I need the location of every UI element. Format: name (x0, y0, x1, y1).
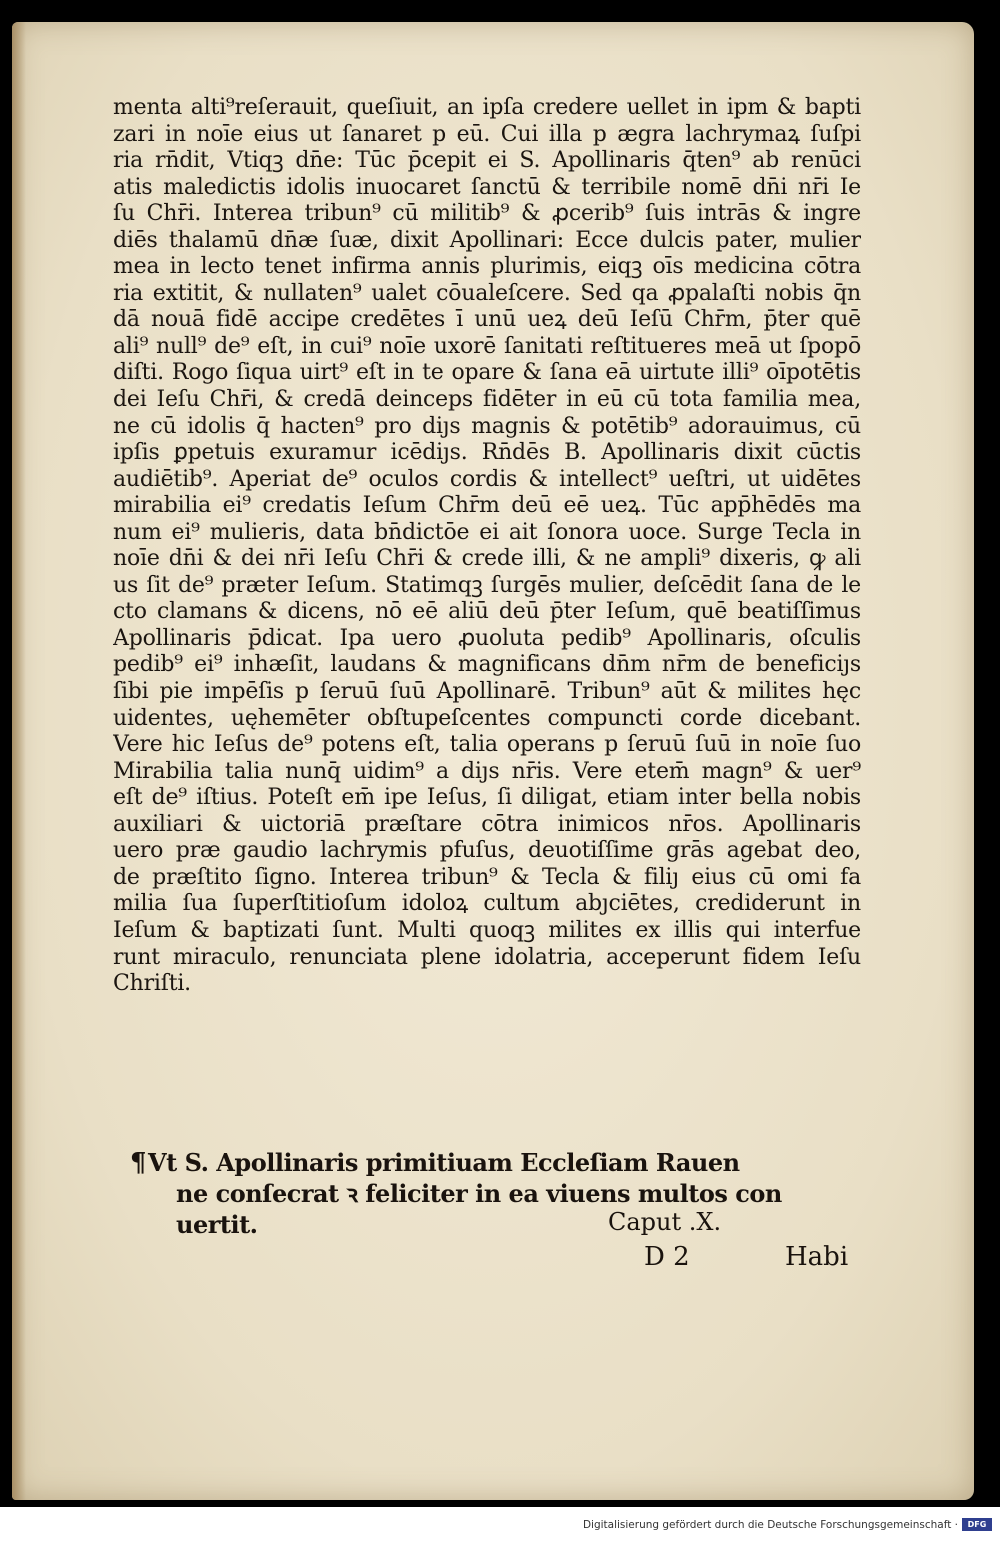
text-line: diēs thalamū dn̄æ ſuæ, dixit Apollinari: Ecce dulcis pater, mulier (113, 227, 861, 253)
text-line: dei Ieſu Chr̄i, & credā deinceps fidēter in eū cū tota familia mea, (113, 387, 861, 413)
text-line: milia ſua ſuperſtitioſum idoloꝝ cultum abȷciētes, crediderunt in (113, 891, 861, 917)
text-line: ria extitit, & nullaten⁹ ualet cōualeſcere. Sed qa ꝓpalaſti nobis q̄n (113, 280, 861, 306)
pilcrow-mark: ¶ (130, 1148, 147, 1178)
text-line: ſu Chr̄i. Interea tribun⁹ cū militib⁹ & ꝓcerib⁹ ſuis intrās & ingre (113, 201, 861, 227)
text-line: Chriſti. (113, 971, 191, 997)
catchword: Habi (785, 1242, 849, 1272)
chapter-heading (130, 1147, 830, 1240)
footer-bar (0, 1507, 1000, 1547)
text-line: uero præ gaudio lachrymis pfuſus, deuotiſſime grās agebat deo, (113, 838, 861, 864)
text-line: us ſit de⁹ præter Ieſum. Statimqꝫ ſurgēs mulier, deſcēdit ſana de le (113, 572, 861, 598)
text-line: ria rn̄dit, Vtiqꝫ dn̄e: Tūc p̄cepit ei S. Apollinaris q̄ten⁹ ab renūci (113, 148, 861, 174)
signature-mark: D 2 (644, 1242, 690, 1272)
text-line: Ieſum & baptizati ſunt. Multi quoqꝫ milites ex illis qui interfue (113, 917, 861, 943)
text-line: audiētib⁹. Aperiat de⁹ oculos cordis & intellect⁹ ueſtri, ut uidētes (113, 466, 861, 492)
text-line: ſibi pie impēſis p ſeruū ſuū Apollinarē. Tribun⁹ aūt & milites hęc (113, 679, 861, 705)
heading-line (130, 1178, 830, 1209)
funding-notice: Digitalisierung gefördert durch die Deutsche Forschungsgemeinschaft · (582, 1519, 958, 1531)
text-line: ali⁹ null⁹ de⁹ eſt, in cui⁹ noīe uxorē ſanitati reſtitueres meā ut ſpopō (113, 333, 861, 359)
text-line: dā nouā fidē accipe credētes ī unū ueꝝ deū Ieſū Chr̄m, p̄ter quē (113, 307, 861, 333)
text-line: pedib⁹ ei⁹ inhæſit, laudans & magnificans dn̄m nr̄m de beneficiȷs (113, 652, 861, 678)
book-page (12, 22, 974, 1500)
text-line: de præſtito ſigno. Interea tribun⁹ & Tecla & filiȷ eius cū omi fa (113, 864, 861, 890)
text-line: noīe dn̄i & dei nr̄i Ieſu Chr̄i & crede illi, & ne ampli⁹ dixeris, ꝙ ali (113, 546, 861, 572)
text-line: eſt de⁹ iſtius. Poteſt em̄ ipe Ieſus, ſi diligat̄, etiam inter bella nobis (113, 785, 861, 811)
text-line: mea in lecto tenet̄ infirma annis plurimis, eiqꝫ oīs medicina cōtra (113, 254, 861, 280)
heading-text: ne conſecrat ꝛ feliciter in ea viuens multos con (176, 1179, 782, 1208)
heading-text: Vt S. Apollinaris primitiuam Eccleſiam Rauen (148, 1148, 740, 1177)
text-line: atis maledictis idolis inuocaret ſanctū & terribile nomē dn̄i nr̄i Ie (113, 174, 861, 200)
text-line: runt miraculo, renunciata plene idolatria, acceperunt fidem Ieſu (113, 944, 861, 970)
text-line: uidentes, uęhemēter obſtupeſcentes compuncti corde dicebant. (113, 705, 861, 731)
text-line: Mirabilia talia nunq̄ uidim⁹ a diȷs nr̄is. Vere etem̄ magn⁹ & uer⁹ (113, 758, 861, 784)
text-line: mirabilia ei⁹ credatis Ieſum Chr̄m deū eē ueꝝ. Tūc app̄hēdēs ma (113, 493, 861, 519)
dfg-logo: DFG (962, 1518, 992, 1531)
text-line: ipſis ꝑpetuis exuramur icēdiȷs. Rn̄dēs B. Apollinaris dixit cūctis (113, 440, 861, 466)
text-line: ne cū idolis q̄ hacten⁹ pro diȷs magnis & potētib⁹ adorauimus, cū (113, 413, 861, 439)
body-text (113, 95, 861, 998)
text-line: cto clamans & dicens, nō eē aliū deū p̄ter Ieſum, quē beatiſſimus (113, 599, 861, 625)
text-line: zari in noīe eius ut ſanaret̄ p eū. Cui illa p ægra lachrymaꝝ ſuſpi (113, 121, 861, 147)
text-line: Apollinaris p̄dicat. Ipa uero ꝓuoluta pedib⁹ Apollinaris, oſculis (113, 625, 861, 651)
text-line: menta alti⁹reſerauit, queſiuit, an ipſa credere uellet in ipm & bapti (113, 95, 861, 120)
caput-label: Caput .X. (608, 1208, 722, 1236)
text-line: diſti. Rogo ſiqua uirt⁹ eſt in te opare & ſana eā uirtute illi⁹ oīpotētis (113, 360, 861, 386)
heading-line (130, 1209, 830, 1240)
text-line: auxiliari & uictoriā præſtare cōtra inimicos nr̄os. Apollinaris (113, 811, 861, 837)
heading-text: uertit. (176, 1210, 258, 1239)
text-line: num ei⁹ mulieris, data bn̄dictōe ei ait ſonora uoce. Surge Tecla in (113, 519, 861, 545)
text-line: Vere hic Ieſus de⁹ potens eſt, talia operans p ſeruū ſuū in noīe ſuo (113, 732, 861, 758)
heading-line (130, 1147, 830, 1178)
